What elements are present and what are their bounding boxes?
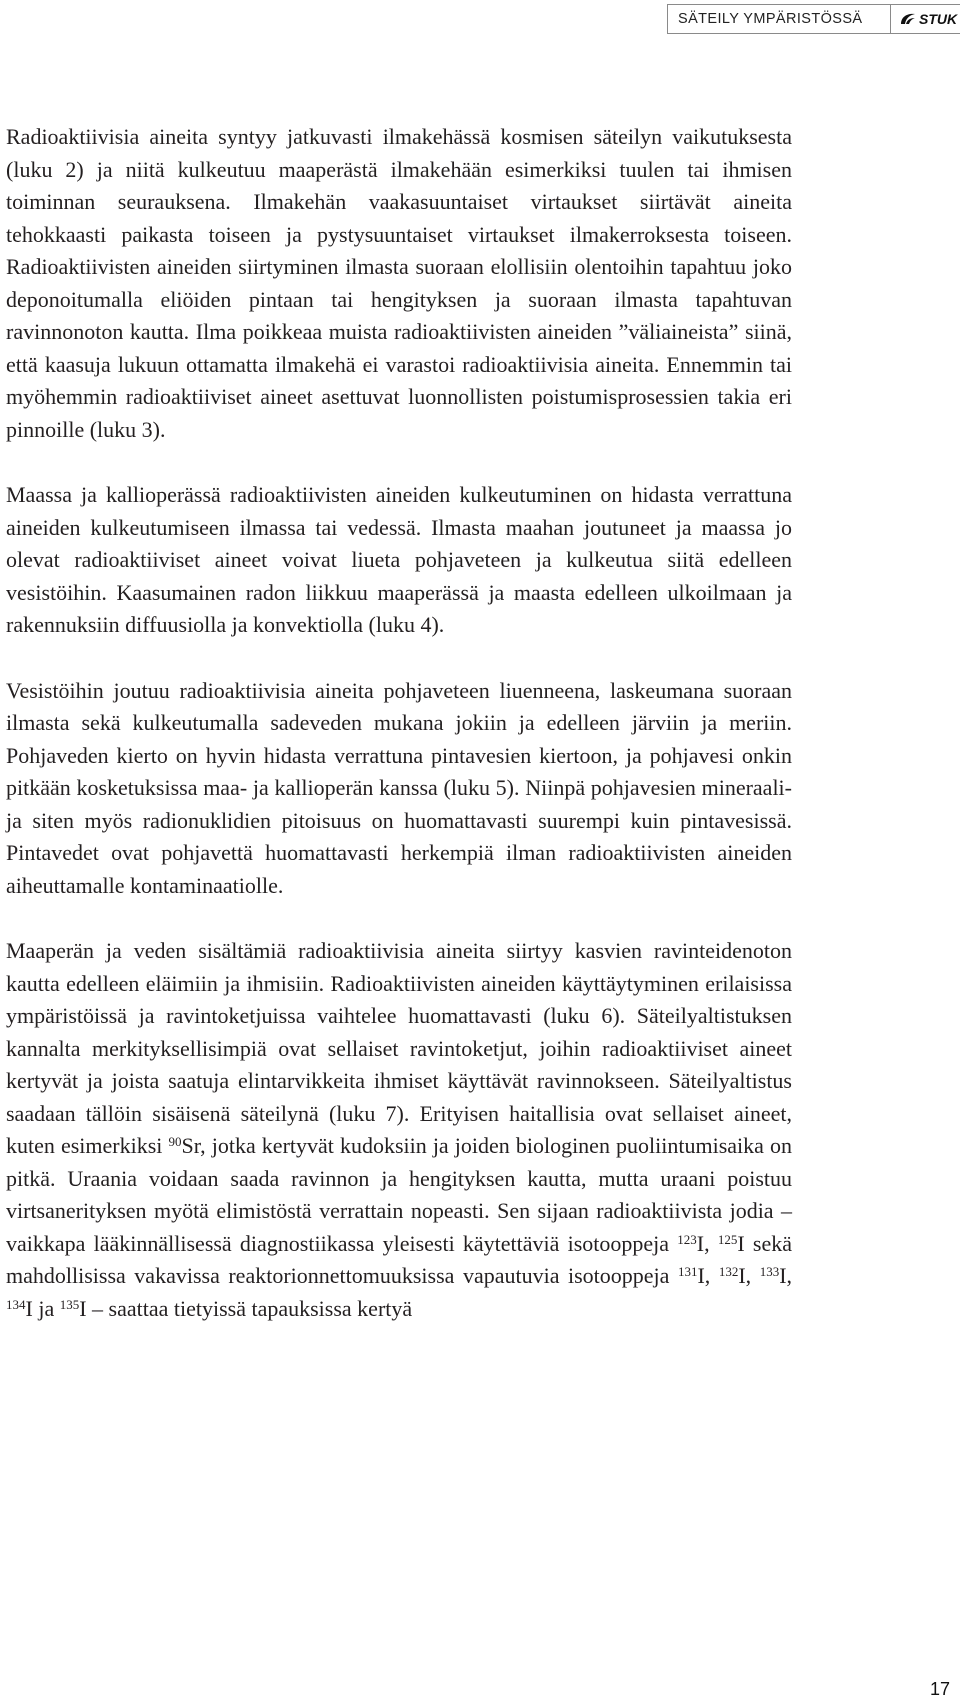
- isotope-superscript: 134: [6, 1296, 26, 1312]
- isotope-superscript: 123: [677, 1231, 697, 1247]
- text-run: I sekä mahdollisissa vakavissa reaktorionnettomuuksissa vapautuvia isotooppeja: [6, 1230, 793, 1288]
- isotope-superscript: 125: [717, 1231, 738, 1247]
- running-header: [667, 4, 960, 34]
- section-title: SÄTEILY YMPÄRISTÖSSÄ: [678, 11, 863, 27]
- stuk-logo-text: STUK: [919, 11, 958, 27]
- text-run: I,: [696, 1230, 718, 1256]
- isotope-superscript: 90: [168, 1133, 182, 1149]
- isotope-superscript: 135: [59, 1296, 80, 1312]
- paragraph-3: Vesistöihin joutuu radioaktiivisia aineita pohjaveteen liuenneena, laskeumana suoraan ilmasta sekä kulkeutumalla sadeveden mukana jokiin ja edelleen järviin ja meriin. Pohjaveden kierto on hyvin hidasta verrattuna pintavesien kiertoon, ja pohjavesi onkin pitkään kosketuksissa maa- ja kallioperän kanssa (luku 5). Niinpä pohjavesien mineraali- ja siten myös radionuklidien pitoisuus on huomattavasti suurempi kuin pintavesissä. Pintavedet ovat pohjavettä huomattavasti herkempiä ilman radioaktiivisten aineiden aiheuttamalle kontaminaatiolle.: [6, 677, 792, 898]
- text-run: I – saattaa tietyissä tapauksissa kertyä: [79, 1295, 413, 1321]
- paragraph-1: Radioaktiivisia aineita syntyy jatkuvasti ilmakehässä kosmisen säteilyn vaikutuksesta (luku 2) ja niitä kulkeutuu maaperästä ilmakehään esimerkiksi tuulen tai ihmisen toiminnan seurauksena. Ilmakehän vaakasuuntaiset virtaukset siirtävät aineita tehokkaasti paikasta toiseen ja pystysuuntaiset virtaukset ilmakerroksesta toiseen. Radioaktiivisten aineiden siirtyminen ilmasta suoraan elollisiin olentoihin tapahtuu joko deponoitumalla eliöiden pintaan tai hengityksen ja suoraan ilmasta tapahtuvan ravinnonoton kautta. Ilma poikkeaa muista radioaktiivisten aineiden ”väliaineista” siinä, että kaasuja lukuun ottamatta ilmakehä ei varastoi radioaktiivisia aineita. Ennemmin tai myöhemmin radioaktiiviset aineet asettuvat luonnollisten poistumisprosessien takia eri pinnoille (luku 3).: [6, 124, 792, 442]
- text-run: I,: [738, 1263, 760, 1288]
- page-number: 17: [930, 1679, 951, 1699]
- text-run: I,: [697, 1263, 719, 1288]
- isotope-superscript: 133: [759, 1263, 780, 1279]
- text-run: Sr, jotka kertyvät kudoksiin ja joiden biologinen puoliintumisaika on pitkä. Uraania voidaan saada ravinnon ja hengityksen kautta, mutta uraani poistuu virtsanerityksen myötä elimistöstä verrattain nopeasti. Sen sijaan radioaktiivista jodia – vaikkapa lääkinnällisessä diagnostiikassa yleisesti käytettäviä isotooppeja: [6, 1133, 792, 1256]
- stuk-logo-icon: [899, 12, 917, 26]
- paragraph-4: [6, 935, 792, 1325]
- isotope-superscript: 131: [677, 1263, 698, 1279]
- paragraph-2: Maassa ja kallioperässä radioaktiivisten aineiden kulkeutuminen on hidasta verrattuna aineiden kulkeutumiseen ilmassa tai vedessä. Ilmasta maahan joutuneet ja maassa jo olevat radioaktiiviset aineet voivat liueta pohjaveteen ja kulkeutua siitä edelleen vesistöihin. Kaasumainen radon liikkuu maaperässä ja maasta edelleen ulkoilmaan ja rakennuksiin diffuusiolla ja konvektiolla (luku 4).: [6, 482, 792, 637]
- isotope-superscript: 132: [718, 1263, 739, 1279]
- text-run: I ja: [25, 1295, 60, 1321]
- text-run: I,: [779, 1263, 793, 1288]
- text-run: Maaperän ja veden sisältämiä radioaktiivisia aineita siirtyy kasvien ravinteidenoton kautta edelleen eläimiin ja ihmisiin. Radioaktiivisten aineiden käyttäytyminen erilaisissa ympäristöissä ja ravintoketjuissa vaihtelee huomattavasti (luku 6). Säteilyaltistuksen kannalta merkityksellisimpiä ovat sellaiset ravintoketjut, joihin radioaktiiviset aineet kertyvät ja joista saatuja elintarvikkeita ihmiset käyttävät ravinnokseen. Säteilyaltistus saadaan tällöin sisäisenä säteilynä (luku 7). Erityisen haitallisia ovat sellaiset aineet, kuten esimerkiksi: [6, 938, 792, 1158]
- stuk-logo: [891, 11, 957, 27]
- body-text: [6, 121, 792, 1325]
